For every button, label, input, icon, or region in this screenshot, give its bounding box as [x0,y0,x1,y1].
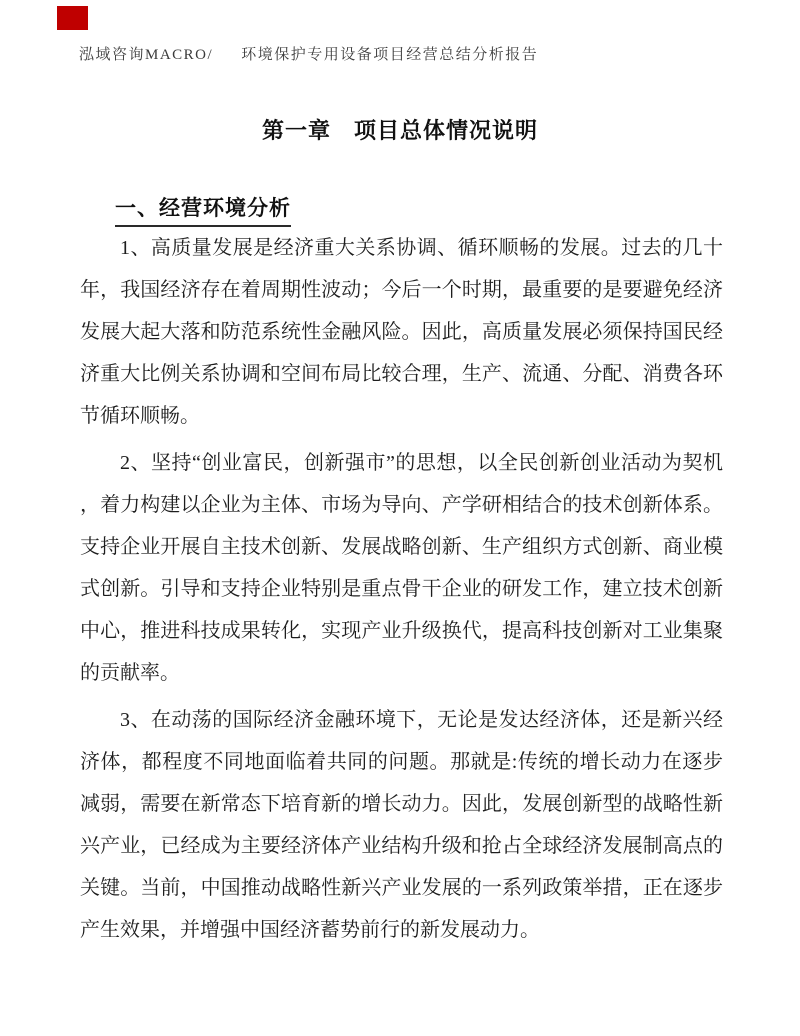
brand-logo-mark [57,6,88,30]
paragraph-2: 2、坚持“创业富民，创新强市”的思想，以全民创新创业活动为契机，着力构建以企业为主体、市场为导向、产学研相结合的技术创新体系。支持企业开展自主技术创新、发展战略创新、生产组织方式创新、商业模式创新。引导和支持企业特别是重点骨干企业的研发工作，建立技术创新中心，推进科技成果转化，实现产业升级换代，提高科技创新对工业集聚的贡献率。 [80,452,723,684]
header-doc-title: 环境保护专用设备项目经营总结分析报告 [241,47,539,63]
section-heading [115,192,291,227]
body-text-block [80,227,723,956]
paragraph-1: 1、高质量发展是经济重大关系协调、循环顺畅的发展。过去的几十年，我国经济存在着周期性波动；今后一个时期，最重要的是要避免经济发展大起大落和防范系统性金融风险。因此，高质量发展必须保持国民经济重大比例关系协调和空间布局比较合理，生产、流通、分配、消费各环节循环顺畅。 [80,237,723,427]
page-header [79,46,538,64]
chapter-title: 第一章 项目总体情况说明 [261,118,538,143]
section-heading-text: 一、经营环境分析 [115,192,291,227]
paragraph-3: 3、在动荡的国际经济金融环境下，无论是发达经济体，还是新兴经济体，都程度不同地面临着共同的问题。那就是:传统的增长动力在逐步减弱，需要在新常态下培育新的增长动力。因此，发展创新型的战略性新兴产业，已经成为主要经济体产业结构升级和抢占全球经济发展制高点的关键。当前，中国推动战略性新兴产业发展的一系列政策举措，正在逐步产生效果，并增强中国经济蓄势前行的新发展动力。 [80,709,723,941]
header-brand: 泓域咨询MACRO/ [79,47,214,63]
